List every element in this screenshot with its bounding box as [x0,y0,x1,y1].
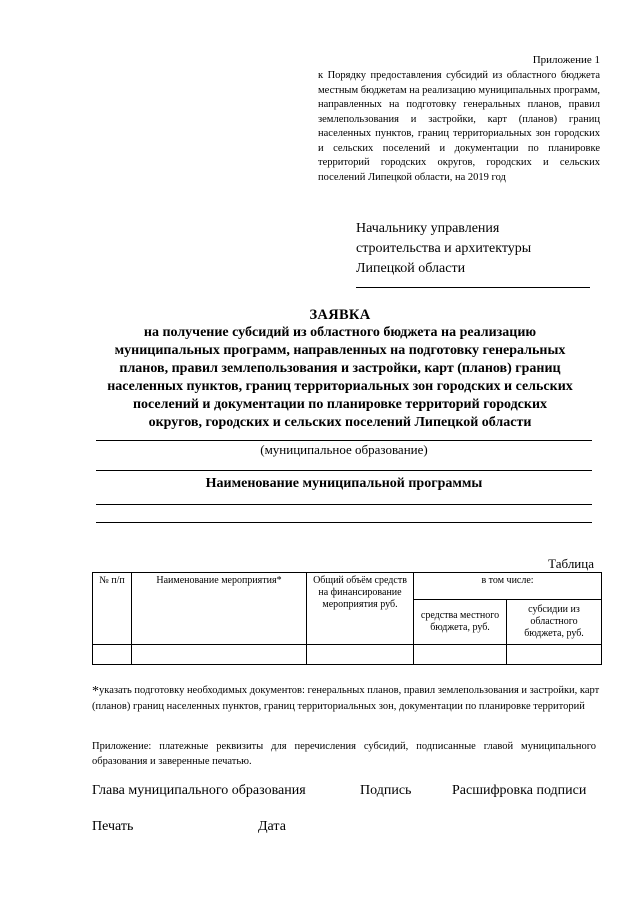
addressee-signature-line [356,287,590,288]
footnote-star: * [92,684,99,699]
program-name-label: Наименование муниципальной программы [205,476,483,491]
heading-line-2: муниципальных программ, направленных на подготовку генеральных [114,343,566,358]
table-caption: Таблица [548,556,594,571]
heading-word: ЗАЯВКА [309,307,371,323]
heading-line-5: поселений и документации по планировке территорий городских [132,397,548,412]
stamp-label: Печать [92,819,134,834]
table-header-local: средства местного бюджета, руб. [414,599,507,644]
heading-line-3: планов, правил землепользования и застройки, карт (планов) границ [119,361,561,376]
document-heading [80,306,600,432]
attachment-note: Приложение: платежные реквизиты для перечисления субсидий, подписанные главой муниципального образования и заверенные печатью. [92,741,596,767]
head-of-municipality-label: Глава муниципального образования [92,783,306,798]
addressee-line-3: Липецкой области [356,261,466,276]
table-header-total: Общий объём средств на финансирование мероприятия руб. [307,573,414,645]
table-cell[interactable] [507,644,602,664]
addressee-line-2: строительства и архитектуры [356,241,532,256]
signature-label: Подпись [360,783,412,798]
table-cell[interactable] [414,644,507,664]
table-header-event: Наименование мероприятия* [132,573,307,645]
table-header-num: № п/п [93,573,132,645]
program-name-field-line-1[interactable] [96,504,592,505]
municipality-field-line[interactable] [96,440,592,441]
addressee-block [356,219,596,279]
program-name-field-line-2[interactable] [96,522,592,523]
footnote-text: указать подготовку необходимых документов: генеральных планов, правил землепользования и застройки, карт (планов) границ населенных пунктов, границ территориальных зон, документации по планировке территорий [92,685,600,712]
divider-line [96,470,592,471]
table-cell[interactable] [307,644,414,664]
municipality-label: (муниципальное образование) [260,442,428,457]
table-cell[interactable] [93,644,132,664]
footnote [92,684,600,714]
heading-line-4: населенных пунктов, границ территориальных зон городских и сельских [107,379,573,394]
heading-line-6: округов, городских и сельских поселений Липецкой области [148,415,532,430]
table-cell[interactable] [132,644,307,664]
heading-line-1: на получение субсидий из областного бюджета на реализацию [143,325,537,340]
appendix-title: Приложение 1 [532,54,600,66]
table-header-including: в том числе: [414,573,602,600]
table-header-subsidy: субсидии из областного бюджета, руб. [507,599,602,644]
signature-decoding-label: Расшифровка подписи [452,783,587,798]
budget-table [92,572,602,665]
date-label: Дата [258,819,286,834]
appendix-note: к Порядку предоставления субсидий из областного бюджета местным бюджетам на реализацию муниципальных программ, направленных на подготовку генеральных планов, правил землепользования и застройки, карт (планов) границ населенных пунктов, границ территориальных зон городских и сельских поселений и документации по планировке территорий городских округов, городских и сельских поселений Липецкой области, на 2019 год [318,70,600,183]
addressee-line-1: Начальнику управления [356,221,500,236]
